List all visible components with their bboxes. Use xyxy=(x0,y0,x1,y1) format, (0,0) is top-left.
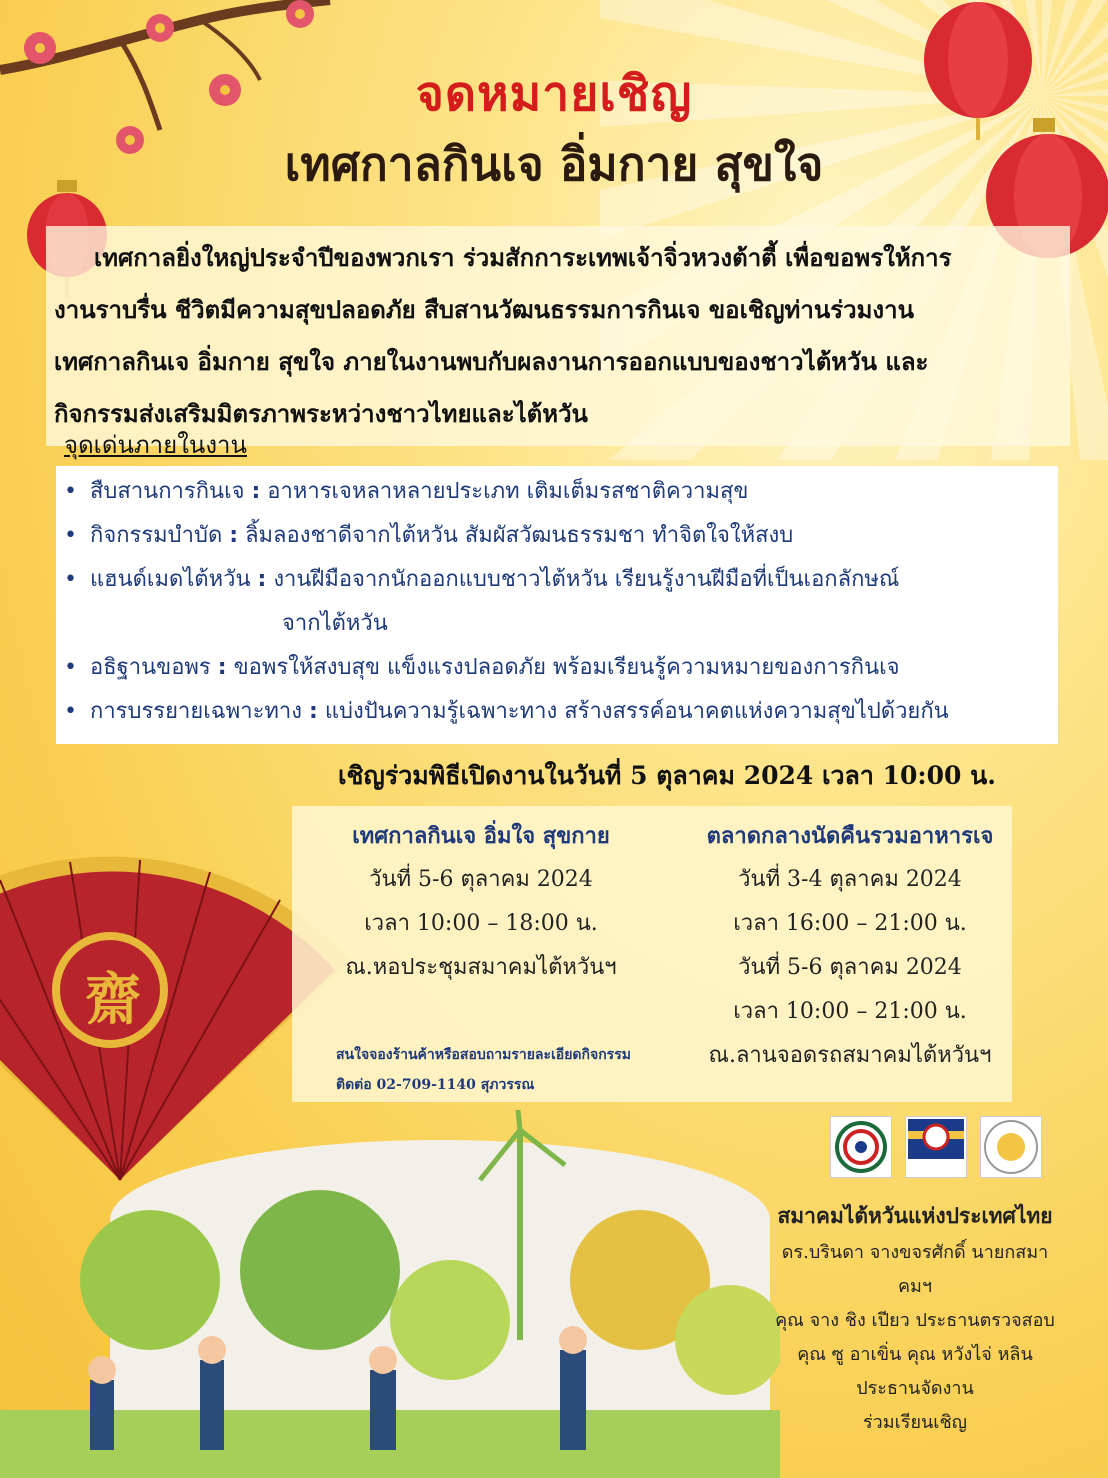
highlight-text: ลิ้มลองชาดีจากไต้หวัน สัมผัสวัฒนธรรมชา ทำจิตใจให้สงบ xyxy=(245,523,794,548)
festival-title: เทศกาลกินเจ อิ่มกาย สุขใจ xyxy=(284,137,824,191)
highlights-heading: จุดเด่นภายในงาน xyxy=(64,431,247,459)
highlight-separator: : xyxy=(229,523,239,548)
schedule-line: ณ.หอประชุมสมาคมไต้หวันฯ xyxy=(345,955,617,980)
highlight-text: อาหารเจหลาหลายประเภท เติมเต็มรสชาติความสุข xyxy=(267,479,749,504)
schedule-festival xyxy=(316,814,646,990)
bullet-icon: • xyxy=(64,523,77,548)
contact-info xyxy=(336,1040,631,1100)
organization-line: ประธานจัดงาน xyxy=(856,1378,974,1399)
intro-line: เทศกาลกินเจ อิ่มกาย สุขใจ ภายในงานพบกับผลงานการออกแบบของชาวไต้หวัน และ xyxy=(54,347,929,376)
highlight-label: กิจกรรมบำบัด xyxy=(90,523,223,548)
schedule-line: เวลา 16:00 – 21:00 น. xyxy=(733,911,967,936)
contact-line: สนใจจองร้านค้าหรือสอบถามรายละเอียดกิจกรรม xyxy=(336,1047,631,1063)
schedule-line: เวลา 10:00 – 18:00 น. xyxy=(364,911,598,936)
organization-line: คุณ ซู อาเขิ่น คุณ หวังไจ่ หลิน xyxy=(797,1344,1033,1365)
organization-name: สมาคมไต้หวันแห่งประเทศไทย xyxy=(777,1203,1053,1228)
schedule-heading: เทศกาลกินเจ อิ่มใจ สุขกาย xyxy=(352,823,610,849)
schedule-line: วันที่ 5-6 ตุลาคม 2024 xyxy=(738,955,962,980)
highlights-list xyxy=(64,470,1054,734)
schedule-line: ณ.ลานจอดรถสมาคมไต้หวันฯ xyxy=(708,1043,992,1068)
highlight-text: แบ่งปันความรู้เฉพาะทาง สร้างสรรค์อนาคตแห่งความสุขไปด้วยกัน xyxy=(324,699,949,724)
highlight-separator: : xyxy=(251,479,261,504)
schedule-line: เวลา 10:00 – 21:00 น. xyxy=(733,999,967,1024)
garden-scene-illustration xyxy=(0,1110,780,1478)
highlight-label: การบรรยายเฉพาะทาง xyxy=(90,699,302,724)
highlight-text: ขอพรให้สงบสุข แข็งแรงปลอดภัย พร้อมเรียนรู้ความหมายของการกินเจ xyxy=(233,655,900,680)
invitation-title: จดหมายเชิญ xyxy=(415,66,693,122)
highlight-separator: : xyxy=(217,655,227,680)
schedule-night-market xyxy=(690,814,1010,1078)
intro-paragraph xyxy=(54,232,1044,440)
opening-ceremony-line: เชิญร่วมพิธีเปิดงานในวันที่ 5 ตุลาคม 2024 เวลา 10:00 น. xyxy=(338,761,996,790)
contact-line: ติดต่อ 02-709-1140 สุภวรรณ xyxy=(336,1077,535,1093)
highlight-item xyxy=(64,558,1054,646)
organization-line: ร่วมเรียนเชิญ xyxy=(862,1412,968,1433)
bullet-icon: • xyxy=(64,567,77,592)
intro-line: งานราบรื่น ชีวิตมีความสุขปลอดภัย สืบสานวัฒนธรรมการกินเจ ขอเชิญท่านร่วมงาน xyxy=(54,295,915,324)
schedule-heading: ตลาดกลางนัดคืนรวมอาหารเจ xyxy=(706,823,994,849)
intro-line: เทศกาลยิ่งใหญ่ประจำปีของพวกเรา ร่วมสักการะเทพเจ้าจิ่วหวงต้าตี้ เพื่อขอพรให้การ xyxy=(94,243,952,272)
highlight-text-continued: จากไต้หวัน xyxy=(282,611,388,636)
event-logo-icon xyxy=(980,1116,1042,1178)
highlight-item xyxy=(64,646,1054,690)
association-logo-icon xyxy=(830,1116,892,1178)
highlight-separator: : xyxy=(309,699,318,724)
organization-line: คุณ จาง ชิง เปียว ประธานตรวจสอบ xyxy=(775,1310,1055,1331)
organization-block xyxy=(770,1196,1060,1440)
highlight-label: สืบสานการกินเจ xyxy=(90,479,245,504)
highlight-text: งานฝีมือจากนักออกแบบชาวไต้หวัน เรียนรู้งานฝีมือที่เป็นเอกลักษณ์ xyxy=(273,567,900,592)
highlight-label: แฮนด์เมดไต้หวัน xyxy=(90,567,251,592)
intro-line: กิจกรรมส่งเสริมมิตรภาพระหว่างชาวไทยและไต้หวัน xyxy=(54,399,588,428)
bullet-icon: • xyxy=(64,655,77,680)
schedule-line: วันที่ 5-6 ตุลาคม 2024 xyxy=(369,867,593,892)
fan-chinese-character: 齋 xyxy=(85,967,141,1033)
schedule-line: วันที่ 3-4 ตุลาคม 2024 xyxy=(738,867,962,892)
highlight-item xyxy=(64,514,1054,558)
organization-line: ดร.บรินดา จางขจรศักดิ์ นายกสมาคมฯ xyxy=(781,1242,1049,1297)
highlight-separator: : xyxy=(257,567,267,592)
bullet-icon: • xyxy=(64,479,77,504)
highlight-item xyxy=(64,690,1054,734)
highlight-item xyxy=(64,470,1054,514)
bullet-icon: • xyxy=(64,699,77,724)
taiwan-chamber-logo-icon xyxy=(905,1116,967,1178)
highlight-label: อธิฐานขอพร xyxy=(90,655,211,680)
